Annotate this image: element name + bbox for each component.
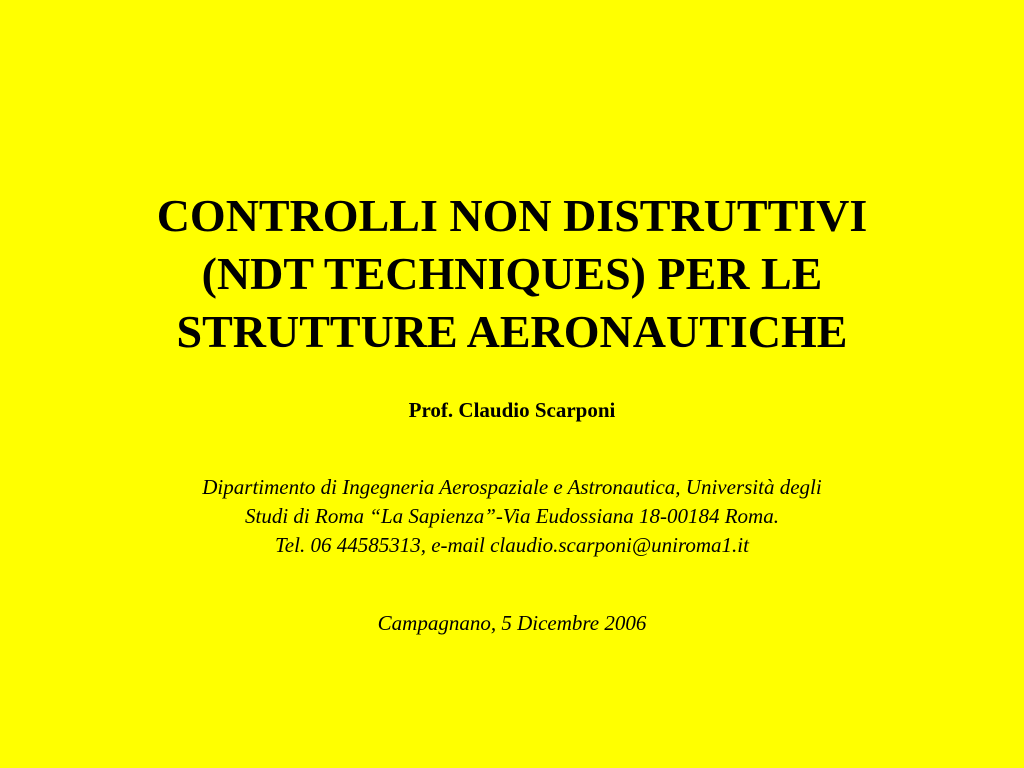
title-line-3: STRUTTURE AERONAUTICHE: [176, 306, 848, 357]
affiliation-line-2: Studi di Roma “La Sapienza”-Via Eudossiana 18-00184 Roma.: [245, 504, 779, 528]
title-line-1: CONTROLLI NON DISTRUTTIVI: [156, 190, 868, 241]
affiliation-line-1: Dipartimento di Ingegneria Aerospaziale e Astronautica, Università degli: [202, 475, 822, 499]
event-date: Campagnano, 5 Dicembre 2006: [377, 611, 647, 635]
author-name: Prof. Claudio Scarponi: [408, 398, 616, 422]
title-line-2: (NDT TECHNIQUES) PER LE: [201, 248, 823, 299]
affiliation-block: [40, 473, 984, 560]
affiliation-line-3: Tel. 06 44585313, e-mail claudio.scarponi@uniroma1.it: [275, 533, 749, 557]
slide-title: [60, 187, 964, 361]
